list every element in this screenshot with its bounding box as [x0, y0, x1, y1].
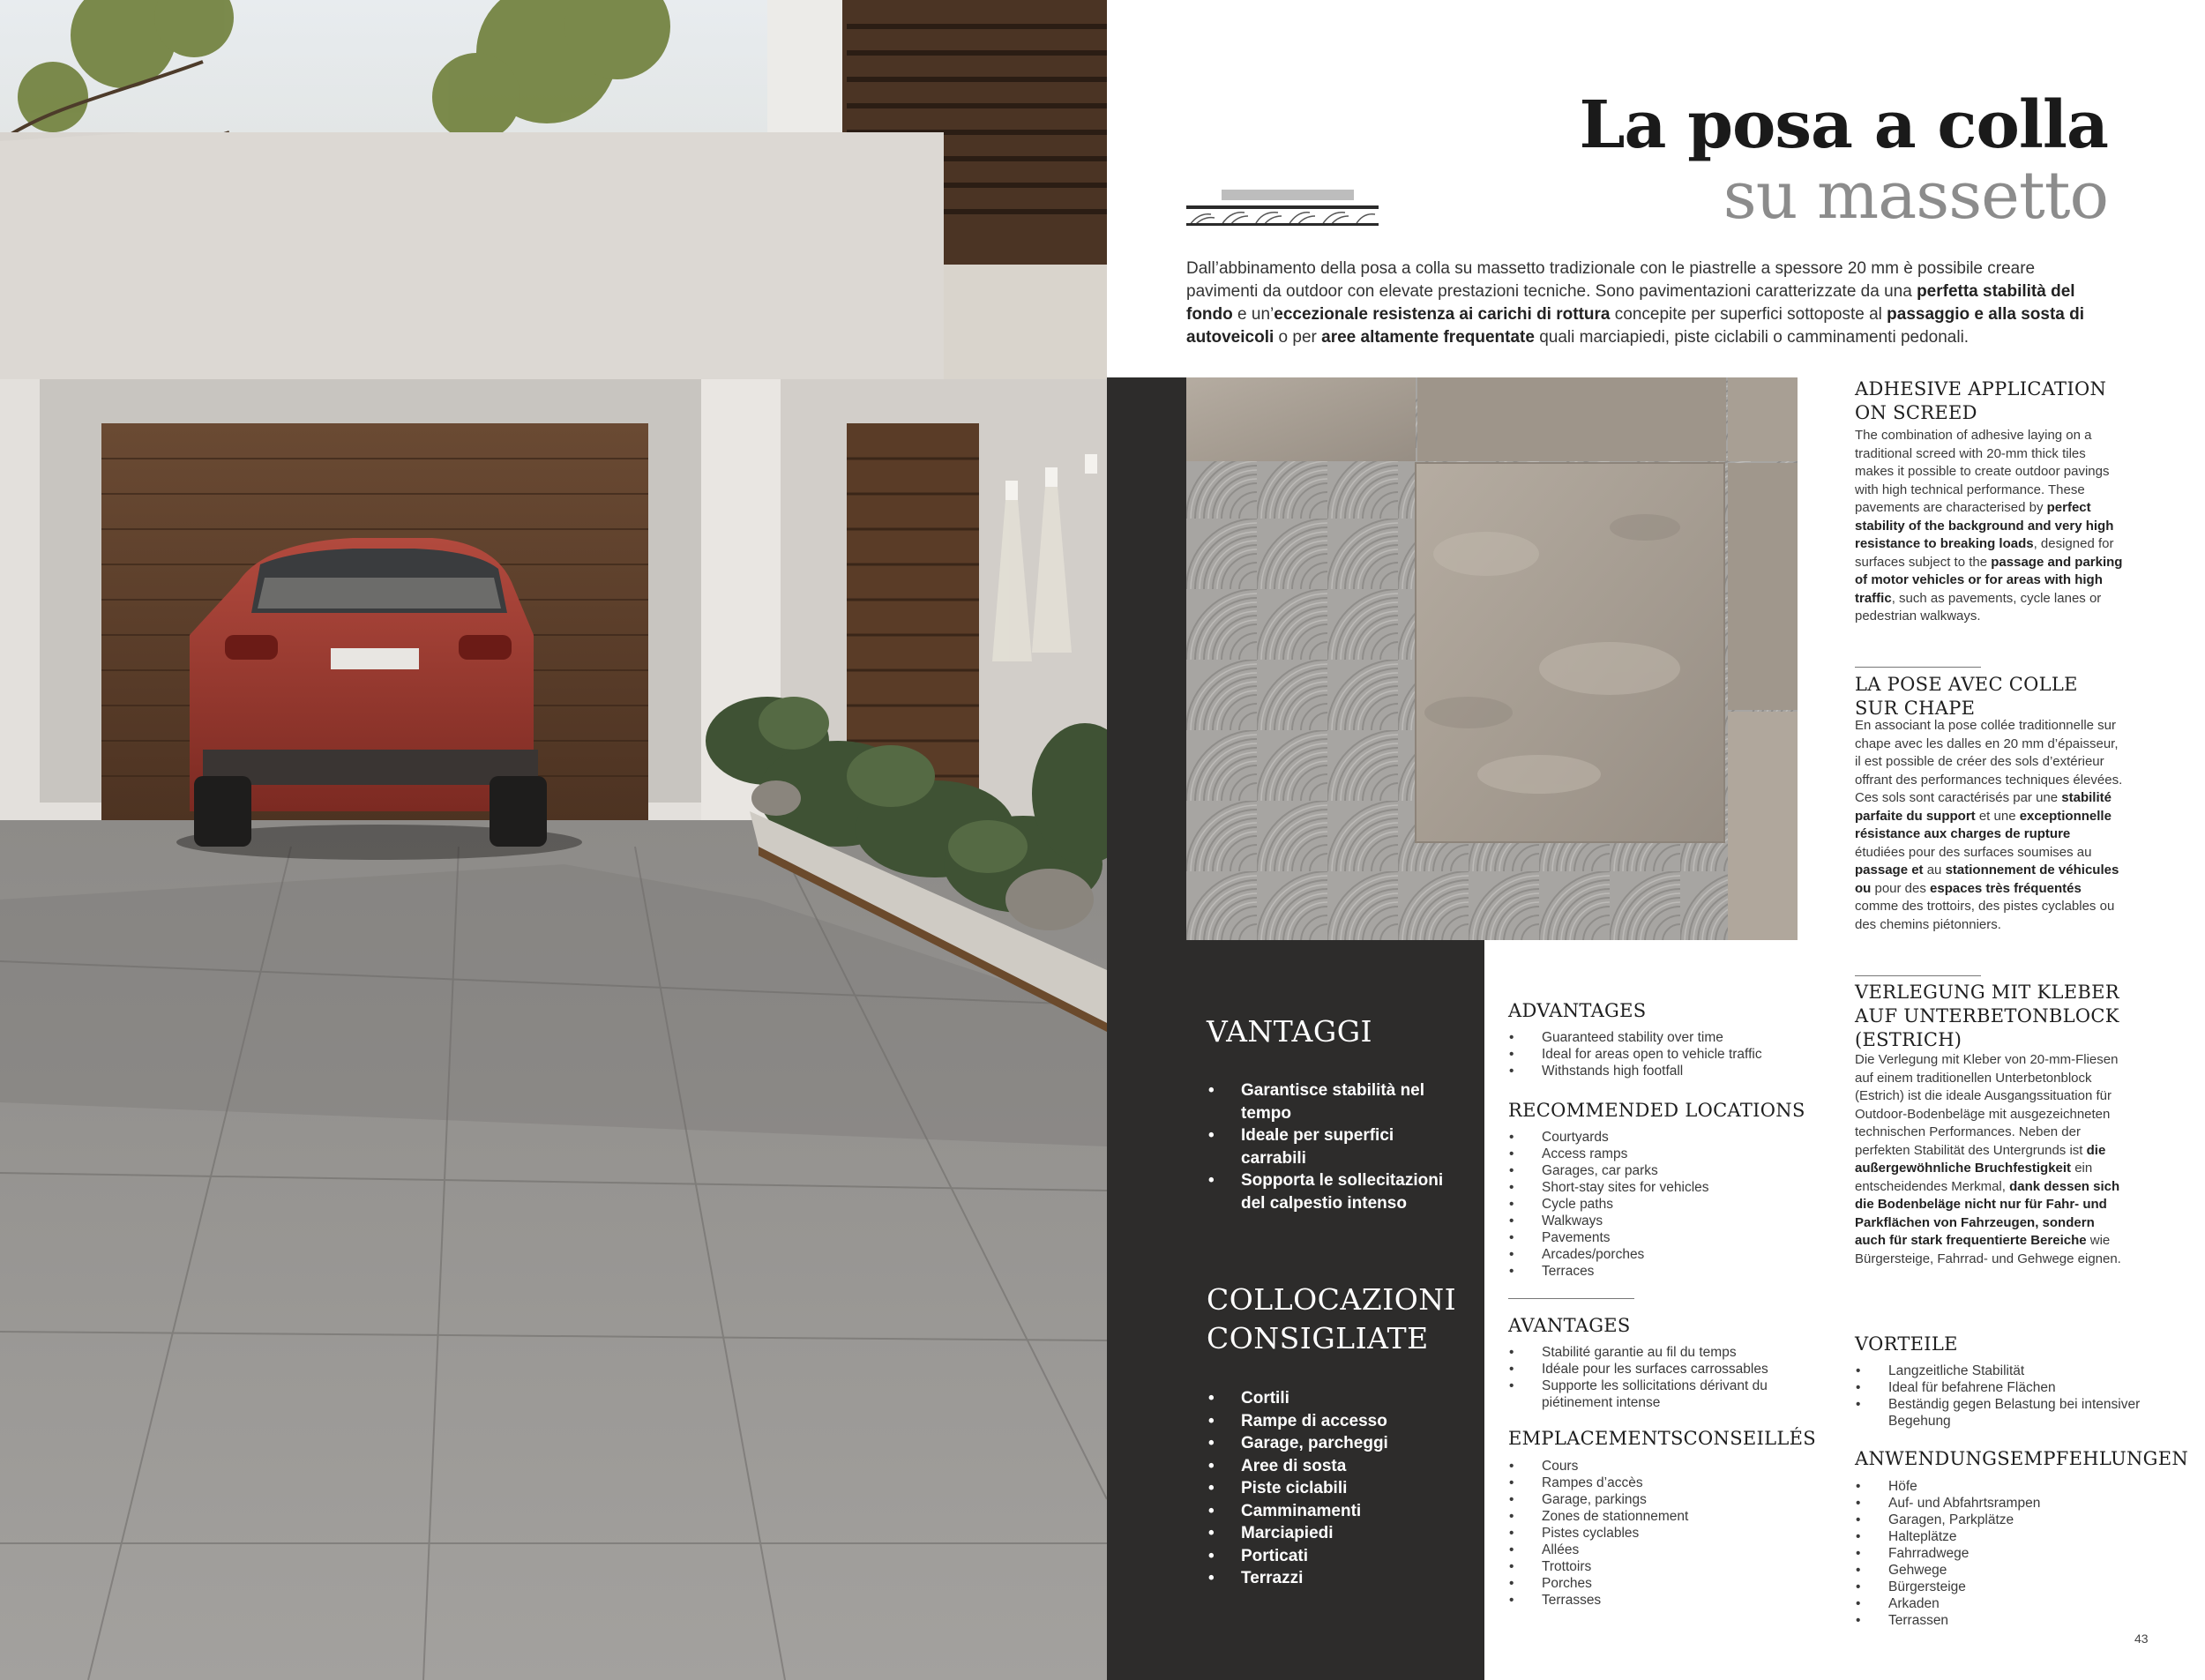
list-item: • Gehwege: [1855, 1562, 2146, 1579]
de-section-heading: VERLEGUNG MIT KLEBER AUF UNTERBETONBLOCK (ESTRICH): [1855, 982, 2119, 1050]
list-item: • Aree di sosta: [1207, 1455, 1454, 1478]
en-section-heading: ADHESIVE APPLICATION ON SCREED: [1855, 378, 2107, 423]
list-item: • Zones de stationnement: [1508, 1508, 1817, 1525]
list-item: • Höfe: [1855, 1478, 2146, 1495]
fr-section-heading: LA POSE AVEC COLLE SUR CHAPE: [1855, 674, 2078, 719]
recommended-locations-list: [1508, 1129, 1817, 1280]
list-item: • Supporte les sollicitations dérivant du piétinement intense: [1508, 1378, 1817, 1411]
list-item: • Stabilité garantie au fil du temps: [1508, 1344, 1817, 1361]
emplacements-heading: EMPLACEMENTSCONSEILLÉS: [1508, 1428, 1816, 1449]
divider: [1855, 667, 1981, 668]
list-item: • Ideal für befahrene Flächen: [1855, 1379, 2146, 1396]
list-item: • Porches: [1508, 1575, 1817, 1592]
list-item: • Garage, parcheggi: [1207, 1432, 1454, 1455]
vantaggi-list: [1207, 1079, 1445, 1214]
list-item: • Fahrradwege: [1855, 1545, 2146, 1562]
collocazioni-heading: COLLOCAZIONI CONSIGLIATE: [1207, 1282, 1457, 1355]
advantages-list: [1508, 1029, 1817, 1079]
list-item: • Camminamenti: [1207, 1500, 1454, 1523]
collocazioni-list: [1207, 1387, 1454, 1590]
list-item: • Idéale pour les surfaces carrossables: [1508, 1361, 1817, 1378]
divider: [1508, 1298, 1634, 1299]
list-item: • Terrassen: [1855, 1612, 2146, 1629]
list-item: • Trottoirs: [1508, 1558, 1817, 1575]
list-item: • Pavements: [1508, 1229, 1817, 1246]
list-item: • Terraces: [1508, 1263, 1817, 1280]
list-item: • Ideale per superfici carrabili: [1207, 1124, 1445, 1169]
list-item: • Terrasses: [1508, 1592, 1817, 1609]
list-item: • Walkways: [1508, 1213, 1817, 1229]
list-item: • Sopporta le sollecitazioni del calpestio intenso: [1207, 1169, 1445, 1214]
list-item: • Courtyards: [1508, 1129, 1817, 1146]
vantaggi-heading: VANTAGGI: [1207, 1014, 1373, 1049]
swirl-pattern-icon: [1186, 190, 1379, 228]
avantages-heading: AVANTAGES: [1508, 1315, 1631, 1336]
page-subtitle: su massetto: [1723, 158, 2108, 234]
list-item: • Garantisce stabilità nel tempo: [1207, 1079, 1445, 1124]
list-item: • Access ramps: [1508, 1146, 1817, 1162]
list-item: • Auf- und Abfahrtsrampen: [1855, 1495, 2146, 1512]
tile-adhesive-photo: [1186, 377, 1798, 940]
list-item: • Bürgersteige: [1855, 1579, 2146, 1595]
list-item: • Garages, car parks: [1508, 1162, 1817, 1179]
list-item: • Cours: [1508, 1458, 1817, 1475]
list-item: • Porticati: [1207, 1545, 1454, 1568]
list-item: • Marciapiedi: [1207, 1522, 1454, 1545]
list-item: • Allées: [1508, 1542, 1817, 1558]
list-item: • Beständig gegen Belastung bei intensiver Begehung: [1855, 1396, 2146, 1430]
divider: [1855, 975, 1981, 976]
de-section-body: Die Verlegung mit Kleber von 20-mm-Fliesen auf einem traditionellen Unterbetonblock (Estrich) ist die ideale Ausgangssituation für Outdoor-Bodenbeläge mit ausgezeichneten technischen Performances. Neben der perfekten Stabilität des Untergrunds ist die außergewöhnliche Bruchfestigkeit ein entscheidendes Merkmal, dank dessen sich die Bodenbeläge nicht nur für Fahr- und Parkflächen von Fahrzeugen, sondern auch für stark frequentierte Bereiche wie Bürgersteige, Fahrrad- und Gehwege eignen.: [1855, 1052, 2121, 1266]
vorteile-heading: VORTEILE: [1855, 1333, 1958, 1355]
list-item: • Terrazzi: [1207, 1567, 1454, 1590]
page-title: La posa a colla: [1579, 87, 2108, 163]
list-item: • Pistes cyclables: [1508, 1525, 1817, 1542]
advantages-heading: ADVANTAGES: [1508, 1000, 1647, 1021]
list-item: • Langzeitliche Stabilität: [1855, 1363, 2146, 1379]
vorteile-list: [1855, 1363, 2146, 1430]
list-item: • Rampes d’accès: [1508, 1475, 1817, 1491]
list-item: • Ideal for areas open to vehicle traffic: [1508, 1046, 1817, 1063]
list-item: • Guaranteed stability over time: [1508, 1029, 1817, 1046]
list-item: • Piste ciclabili: [1207, 1477, 1454, 1500]
intro-paragraph: Dall’abbinamento della posa a colla su massetto tradizionale con le piastrelle a spessore 20 mm è possibile creare pavimenti da outdoor con elevate prestazioni tecniche. Sono pavimentazioni caratterizzate da una perfetta stabilità del fondo e un’eccezionale resistenza ai carichi di rottura concepite per superfici sottoposte al passaggio e alla sosta di autoveicoli o per aree altamente frequentate quali marciapiedi, piste ciclabili o camminamenti pedonali.: [1186, 259, 2085, 347]
list-item: • Cortili: [1207, 1387, 1454, 1410]
recommended-locations-heading: RECOMMENDED LOCATIONS: [1508, 1100, 1805, 1121]
list-item: • Arcades/porches: [1508, 1246, 1817, 1263]
en-section-body: The combination of adhesive laying on a traditional screed with 20-mm thick tiles makes it possible to create outdoor pavings with high technical performance. These pavements are characterised by perfect stability of the background and very high resistance to breaking loads, designed for surfaces subject to the passage and parking of motor vehicles or for areas with high traffic, such as pavements, cycle lanes or pedestrian walkways.: [1855, 428, 2123, 623]
list-item: • Halteplätze: [1855, 1528, 2146, 1545]
list-item: • Short-stay sites for vehicles: [1508, 1179, 1817, 1196]
fr-section-body: En associant la pose collée traditionnelle sur chape avec les dalles en 20 mm d’épaisseur, il est possible de créer des sols d’extérieur offrant des performances techniques élevées. Ces sols sont caractérisés par une stabilité parfaite du support et une exceptionnelle résistance aux charges de rupture étudiées pour des surfaces soumises au passage et au stationnement de véhicules ou pour des espaces très fréquentés comme des trottoirs, des pistes cyclables ou des chemins piétonniers.: [1855, 718, 2123, 932]
list-item: • Garage, parkings: [1508, 1491, 1817, 1508]
list-item: • Garagen, Parkplätze: [1855, 1512, 2146, 1528]
list-item: • Arkaden: [1855, 1595, 2146, 1612]
list-item: • Withstands high footfall: [1508, 1063, 1817, 1079]
page-number: 43: [2134, 1631, 2149, 1646]
anwendung-list: [1855, 1478, 2146, 1629]
avantages-list: [1508, 1344, 1817, 1411]
anwendung-heading: ANWENDUNGSEMPFEHLUNGEN: [1855, 1448, 2189, 1469]
list-item: • Cycle paths: [1508, 1196, 1817, 1213]
emplacements-list: [1508, 1458, 1817, 1609]
list-item: • Rampe di accesso: [1207, 1410, 1454, 1433]
